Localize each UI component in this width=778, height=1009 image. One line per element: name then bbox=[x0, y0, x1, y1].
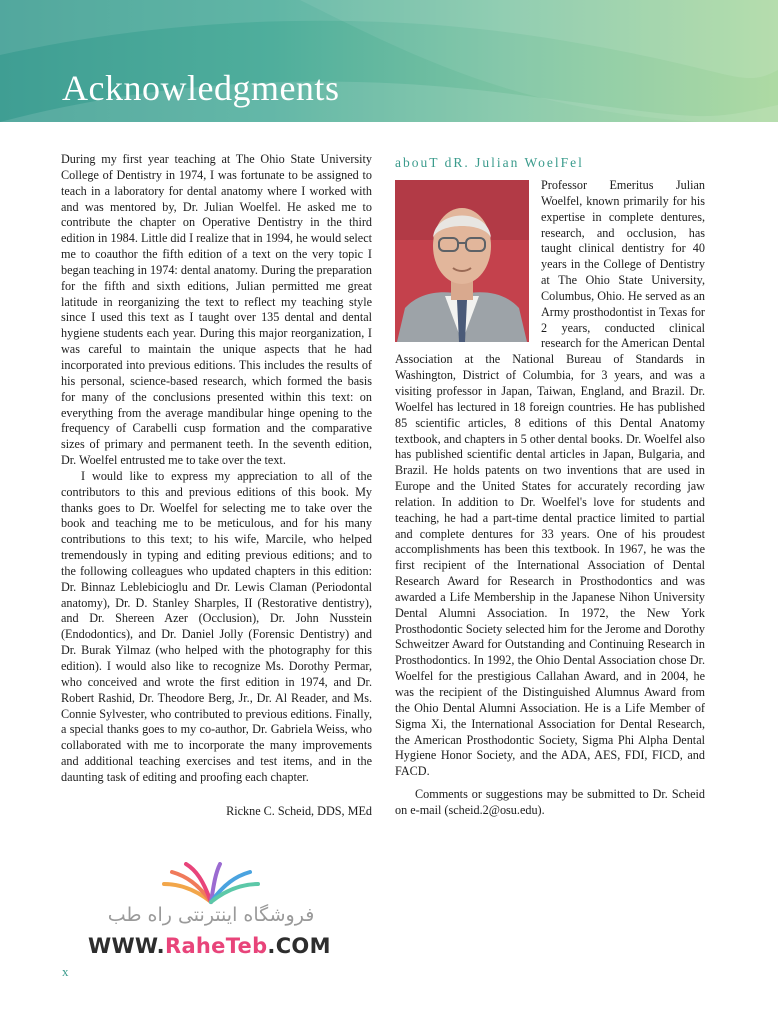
header-banner bbox=[0, 0, 778, 122]
comments-note: Comments or suggestions may be submitted to Dr. Scheid on e-mail (scheid.2@osu.edu). bbox=[395, 787, 705, 817]
bio-text: Professor Emeritus Julian Woelfel, known primarily for his expertise in complete dentures, research, and occlusion, has taught clinical dentistry for 40 years in the College of Dentistry at The Ohio State University, Columbus, Ohio. He served as an Army prosthodontist in Texas for 2 years, conducted clinical research for the American Dental Association at the National Bureau of Standards in Washington, District of Columbia, for 3 years, and was a visiting professor in Japan, Taiwan, England, and Brazil. Dr. Woelfel has lectured in 18 foreign countries. He has published 85 scientific articles, 8 editions of this Dental Anatomy textbook, and chapters in 5 other dental books. Dr. Woelfel also has published scientific dental articles in Japan, Bulgaria, and Brazil. He holds patents on two inventions that are used in Europe and the United States for accurately recording jaw relation. In addition to Dr. Woelfel's love for students and teaching, he had a part-time dental practice limited to partial and complete dentures for 33 years. One of his proudest accomplishments has been this textbook. In 1967, he was the first recipient of the International Association of Dental Research Award for Research in Prosthodontics and was awarded a Life Membership in the Japanese Nihon University Dental Alumni Association. In 1972, the New York Prosthodontic Society selected him for the Jerome and Dorothy Schweitzer Award for Outstanding and Continuing Research in Prosthodontics. In 1992, the Ohio Dental Association chose Dr. Woelfel for the prestigious Callahan Award, and in 2004, he was the recipient of the Distinguished Alumnus Award from the Ohio Dental Alumni Association. He is a Life Member of Sigma Xi, the International Association for Dental Research, the American Prosthodontic Society, Sigma Phi Alpha Dental Hygiene Honor Society, and the ADA, AES, FDI, FICD, and FACD. bbox=[395, 178, 705, 779]
page-number: x bbox=[62, 964, 69, 979]
acknowledgments-paragraph-1: During my first year teaching at The Ohio State University College of Dentistry in 1974, I was fortunate to be assigned to teach in a laboratory for dental anatomy where I worked with and was mentored by, Dr. Julian Woelfel. He asked me to contribute the chapter on Operative Dentistry in the third edition in 1984. Little did I realize that in 1994, he would select me to coauthor the fifth edition of a text on the very topic I began teaching in 1974: dental anatomy. During the preparation for the fifth and sixth editions, Julian permitted me great latitude in reorganizing the text to reflect my teaching style since I used this text as I taught over 135 dental and dental hygiene students each year. During this major reorganization, I was careful to maintain the unique aspects that he had incorporated into previous editions. This includes the results of his personal, science-based research, which formed the basis for many of the conclusions presented within this text: on everything from the average mandibular hinge opening to the frequency of Carabelli cusp formation and the comparative sizes of primary and permanent teeth. In the seventh edition, Dr. Woelfel entrusted me to take over the text. bbox=[61, 152, 372, 468]
watermark-url-brand: RaheTeb bbox=[164, 934, 268, 958]
bio-section bbox=[395, 178, 705, 780]
watermark-url-suffix: .COM bbox=[267, 934, 331, 958]
author-signature: Rickne C. Scheid, DDS, MEd bbox=[226, 804, 372, 818]
raheteb-watermark bbox=[86, 862, 336, 962]
bio-heading: abouT dR. Julian WoelFel bbox=[395, 155, 584, 170]
watermark-url bbox=[88, 934, 331, 958]
watermark-url-prefix: WWW. bbox=[88, 934, 165, 958]
acknowledgments-paragraph-2: I would like to express my appreciation to all of the contributors to this and previous editions of this book. My thanks goes to Dr. Woelfel for selecting me to take over the book and teaching me to be meticulous, and for his many contributions to this text; to his wife, Marcile, who helped tremendously in typing and editing previous editions; and to the following colleagues who updated chapters in this edition: Dr. Binnaz Leblebicioglu and Dr. Lewis Claman (Periodontal anatomy), Dr. D. Stanley Sharples, II (Restorative dentistry), and Dr. Shereen Azer (Occlusion), Dr. John Nusstein (Endodontics), and Dr. Daniel Jolly (Forensic Dentistry) and Dr. Burak Yilmaz (who helped with the photography for this edition). I would also like to recognize Ms. Dorothy Permar, who conceived and wrote the first edition in 1974, and Dr. Robert Rashid, Dr. Theodore Berg, Jr., Dr. Al Reader, and Ms. Connie Sylvester, who contributed to previous editions. Finally, a special thanks goes to my co-author, Dr. Gabriela Weiss, who collaborated with me to incorporate the many improvements and additional teaching exercises and test items, and in the daunting task of editing and proofing each chapter. bbox=[61, 468, 372, 784]
watermark-persian-text: فروشگاه اینترنتی راه طب bbox=[107, 904, 315, 926]
page-title: Acknowledgments bbox=[62, 68, 340, 108]
book-logo-icon bbox=[86, 862, 336, 907]
acknowledgments-text bbox=[61, 152, 372, 786]
author-portrait-photo bbox=[395, 180, 529, 342]
